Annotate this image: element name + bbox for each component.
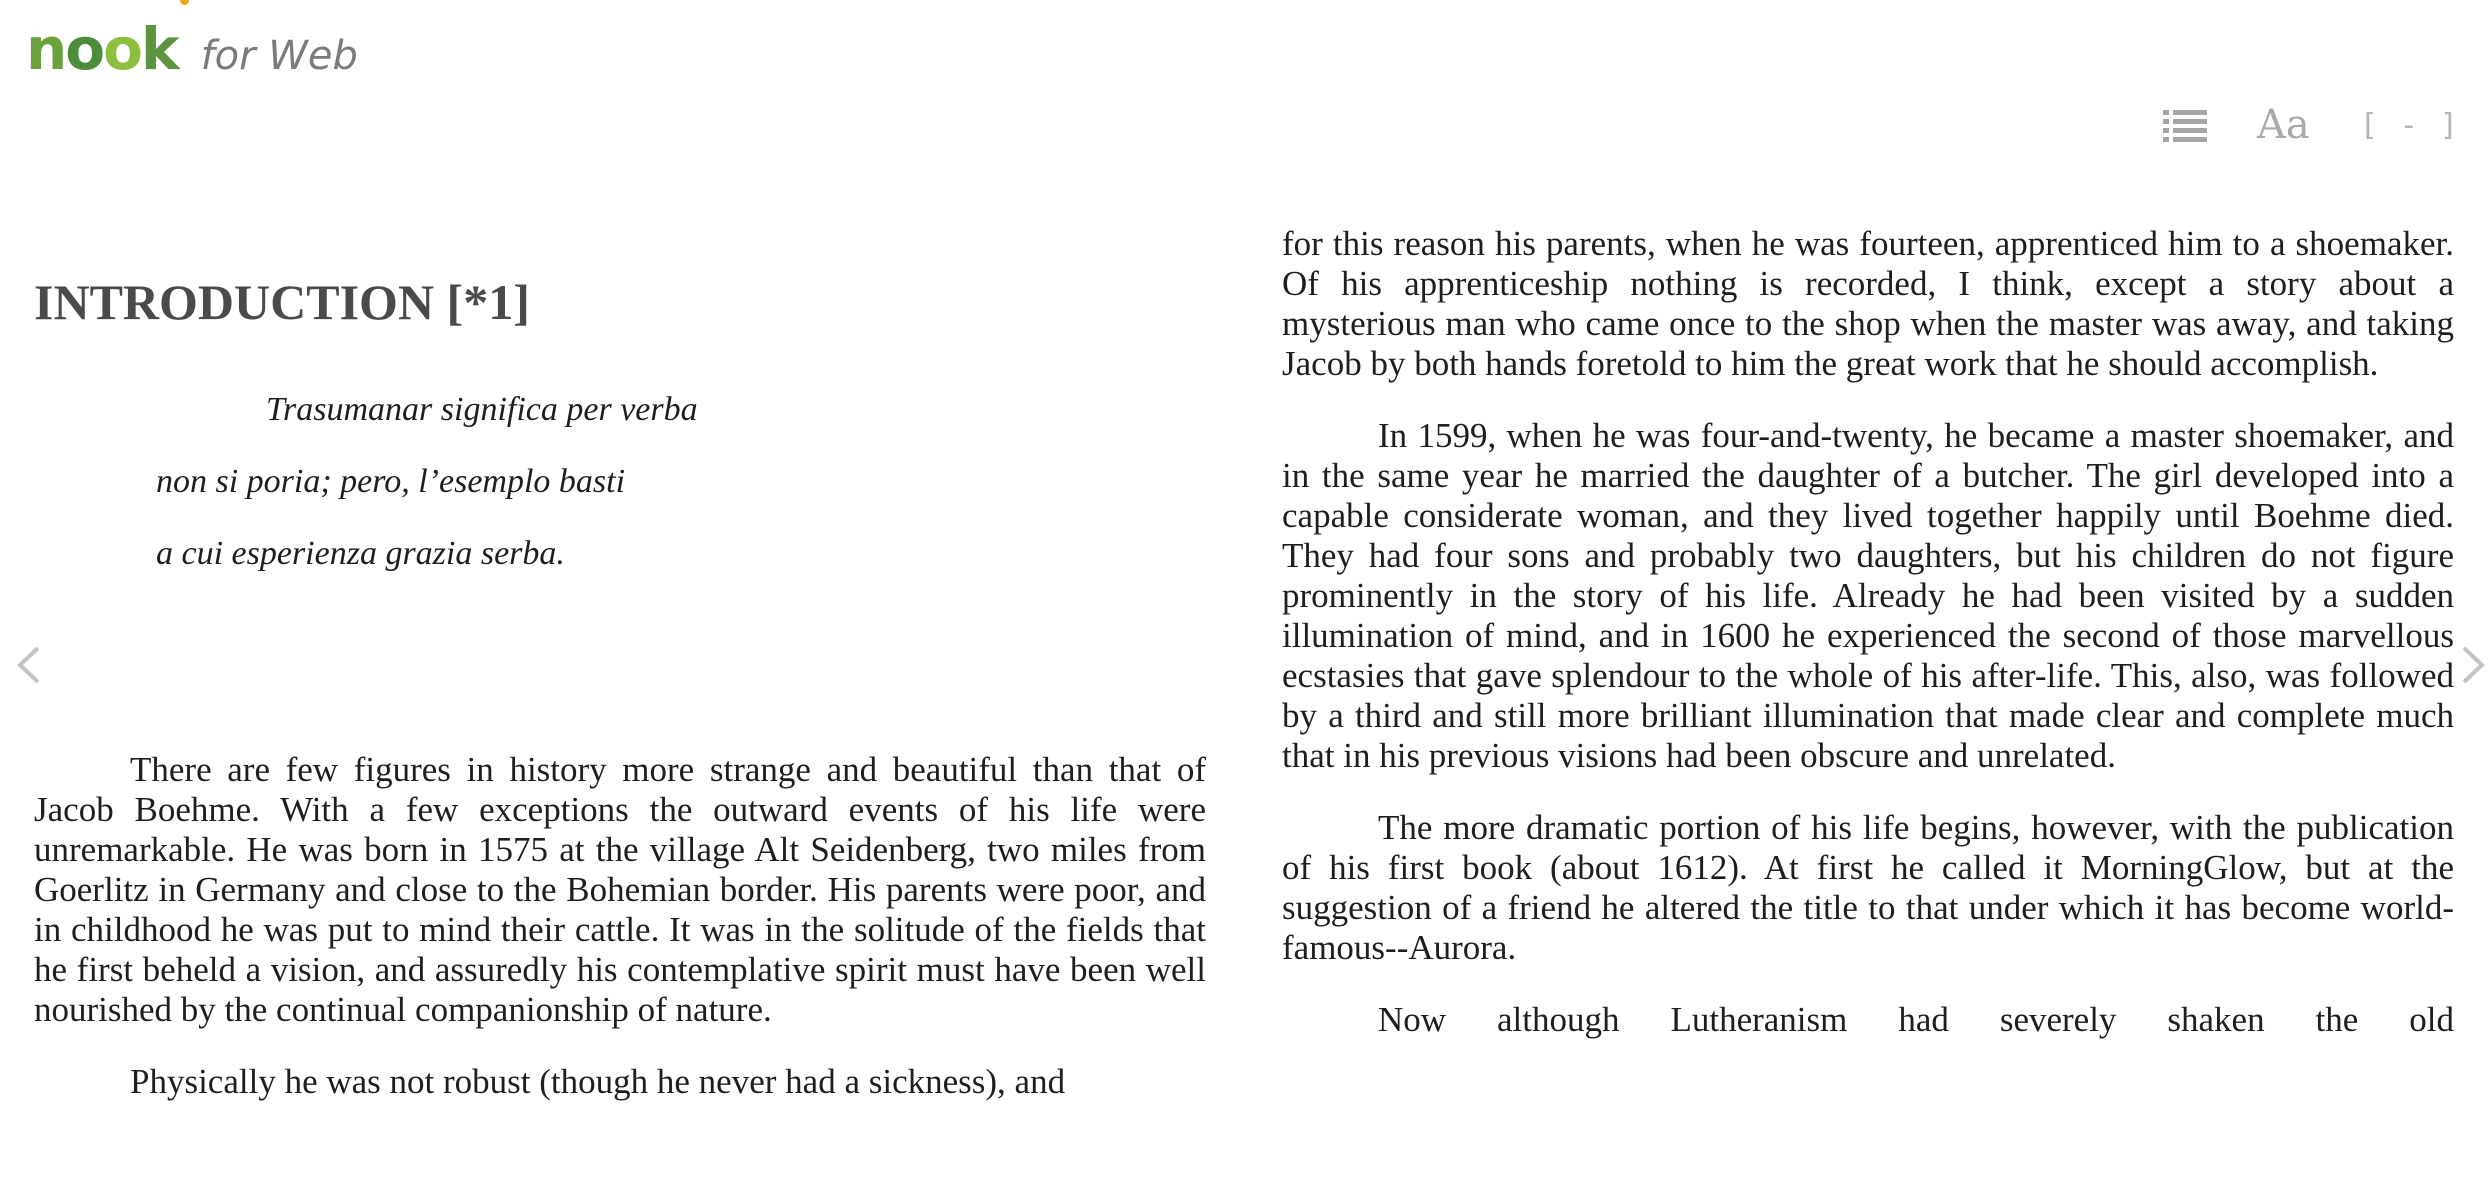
logo-suffix: for Web	[200, 33, 358, 79]
logo-brand: nook	[26, 14, 189, 84]
app-logo	[26, 14, 358, 84]
previous-page-button[interactable]	[10, 640, 50, 690]
right-page-body	[1282, 224, 2454, 1040]
fullscreen-toggle-button[interactable]: [ - ]	[2359, 107, 2460, 143]
list-icon	[2163, 108, 2207, 142]
body-paragraph: for this reason his parents, when he was fourteen, apprenticed him to a shoemaker. Of his apprenticeship nothing is recorded, I think, except a story about a mysterious man who came once to the shop when the master was away, and taking Jacob by both hands foretold to him the great work that he should accomplish.	[1282, 224, 2454, 383]
body-paragraph: Physically he was not robust (though he never had a sickness), and	[130, 1062, 1066, 1101]
body-paragraph: The more dramatic portion of his life begins, however, with the publication of his first book (about 1612). At first he called it MorningGlow, but at the suggestion of a friend he altered the title to that under which it has become world-famous--Aurora.	[1282, 808, 2454, 967]
epigraph-line: non si poria; pero, l’esemplo basti	[156, 463, 626, 500]
chevron-right-icon	[2452, 640, 2492, 690]
font-settings-button[interactable]: Aa	[2256, 102, 2310, 148]
next-page-button[interactable]	[2452, 640, 2492, 690]
epigraph-line: a cui esperienza grazia serba.	[156, 535, 565, 572]
table-of-contents-button[interactable]	[2163, 108, 2207, 142]
epigraph-line: Trasumanar significa per verba	[266, 391, 698, 428]
body-paragraph: Now although Lutheranism had severely shaken the old	[1378, 1000, 2454, 1039]
body-paragraph: There are few figures in history more strange and beautiful than that of Jacob Boehme. With a few exceptions the outward events of his life were unremarkable. He was born in 1575 at the village Alt Seidenberg, two miles from Goerlitz in Germany and close to the Bohemian border. His parents were poor, and in childhood he was put to mind their cattle. It was in the solitude of the fields that he first beheld a vision, and assuredly his contemplative spirit must have been well nourished by the continual companionship of nature.	[34, 750, 1206, 1029]
left-page-body	[34, 750, 1206, 1102]
reader-toolbar	[2163, 95, 2460, 155]
body-paragraph: In 1599, when he was four-and-twenty, he became a master shoemaker, and in the same year he married the daughter of a butcher. The girl developed into a capable considerate woman, and they lived together happily until Boehme died. They had four sons and probably two daughters, but his children do not figure prominently in the story of his life. Already he had been visited by a sudden illumination of mind, and in 1600 he experienced the second of those marvellous ecstasies that gave splendour to the whole of his after-life. This, also, was followed by a third and still more brilliant illumination that made clear and complete much that in his previous visions had been obscure and unrelated.	[1282, 416, 2454, 775]
chapter-title: INTRODUCTION [*1]	[34, 274, 530, 330]
chevron-left-icon	[10, 640, 50, 690]
